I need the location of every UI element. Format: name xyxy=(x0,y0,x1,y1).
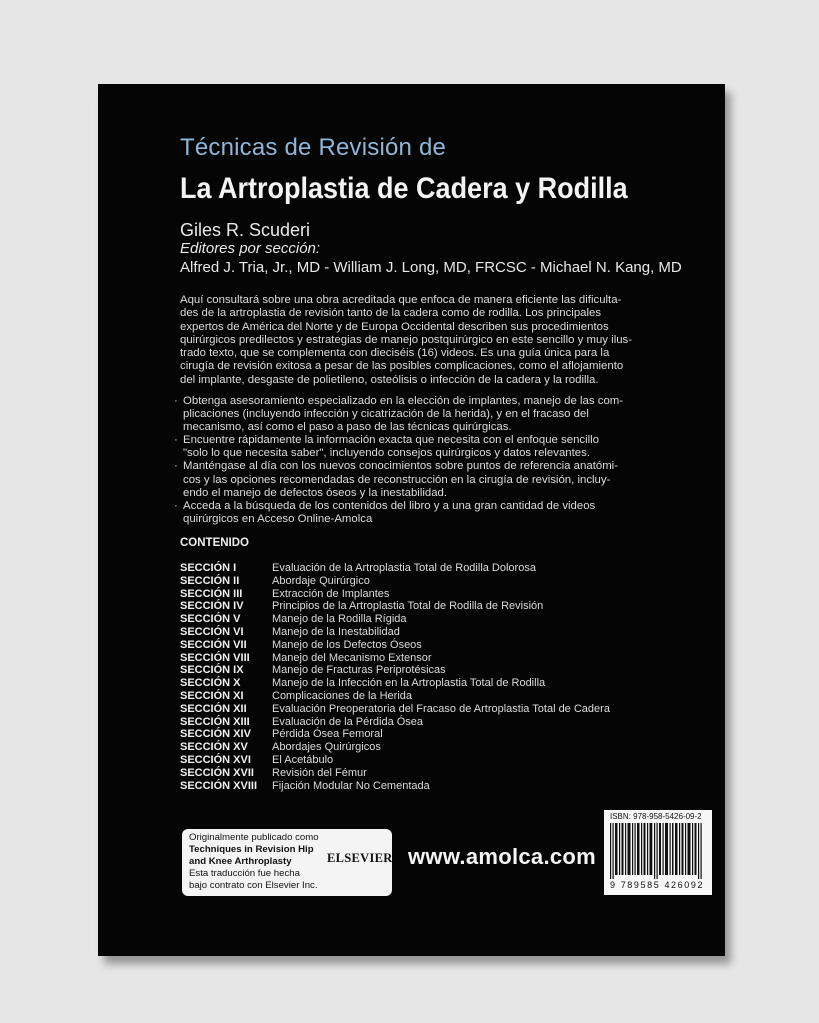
elsevier-logo: ELSEVIER xyxy=(327,851,393,865)
toc-row xyxy=(180,652,700,665)
feature-item: · Manténgase al día con los nuevos conocimientos sobre puntos de referencia anatómi- cos y las opciones recomendadas de reconstrucción en la cirugía de revisión, incluy- endo el manejo de defectos óseos y la inestabilidad. xyxy=(174,460,704,499)
book-back-cover xyxy=(98,84,725,956)
toc-section-number: SECCIÓN XVI xyxy=(180,753,251,766)
toc-section-title: Revisión del Fémur xyxy=(272,766,367,779)
toc-row xyxy=(180,690,700,703)
translation-note-line: bajo contrato con Elsevier Inc. xyxy=(189,880,318,891)
contents-heading: CONTENIDO xyxy=(180,537,249,549)
toc-section-number: SECCIÓN XII xyxy=(180,702,247,715)
toc-section-number: SECCIÓN XVII xyxy=(180,766,254,779)
toc-row xyxy=(180,588,700,601)
toc-row xyxy=(180,626,700,639)
feature-list xyxy=(174,395,704,526)
toc-section-title: Manejo del Mecanismo Extensor xyxy=(272,651,432,664)
toc-row xyxy=(180,780,700,793)
toc-section-title: Pérdida Ósea Femoral xyxy=(272,728,383,741)
toc-row xyxy=(180,575,700,588)
toc-row xyxy=(180,703,700,716)
barcode-number: 9 789585 426092 xyxy=(610,880,705,890)
toc-section-title: Complicaciones de la Herida xyxy=(272,689,413,702)
toc-row xyxy=(180,741,700,754)
book-author: Giles R. Scuderi xyxy=(180,220,311,240)
toc-section-title: Manejo de los Defectos Óseos xyxy=(272,638,422,651)
feature-item: · Obtenga asesoramiento especializado en la elección de implantes, manejo de las com- plicaciones (incluyendo infección y cicatrización de la herida), y en el fracaso del mecanismo, así como el paso a paso de las técnicas quirúrgicas. xyxy=(174,395,704,434)
toc-section-number: SECCIÓN II xyxy=(180,574,240,587)
toc-row xyxy=(180,716,700,729)
book-title: La Artroplastia de Cadera y Rodilla xyxy=(180,172,628,205)
original-title-line: Techniques in Revision Hip xyxy=(189,844,314,855)
toc-section-title: Extracción de Implantes xyxy=(272,587,390,600)
toc-row xyxy=(180,562,700,575)
isbn-text: ISBN: 978-958-5426-09-2 xyxy=(610,812,702,821)
translation-note-line: Esta traducción fue hecha xyxy=(189,868,300,879)
toc-section-title: Evaluación de la Pérdida Ósea xyxy=(272,715,424,728)
toc-section-title: Manejo de la Inestabilidad xyxy=(272,625,400,638)
toc-section-number: SECCIÓN III xyxy=(180,587,243,600)
toc-row xyxy=(180,677,700,690)
publisher-website: www.amolca.com xyxy=(408,844,596,869)
original-edition-box xyxy=(182,829,392,896)
toc-row xyxy=(180,639,700,652)
toc-section-number: SECCIÓN XVIII xyxy=(180,779,258,792)
toc-section-title: Manejo de la Infección en la Artroplastia Total de Rodilla xyxy=(272,677,546,690)
toc-row xyxy=(180,664,700,677)
toc-section-number: SECCIÓN I xyxy=(180,562,237,574)
feature-item: · Acceda a la búsqueda de los contenidos del libro y a una gran cantidad de videos quirúrgicos en Acceso Online-Amolca xyxy=(174,500,704,526)
toc-section-title: Abordaje Quirúrgico xyxy=(272,574,370,587)
toc-section-number: SECCIÓN V xyxy=(180,613,241,626)
toc-row xyxy=(180,600,700,613)
book-description: Aquí consultará sobre una obra acreditada que enfoca de manera eficiente las dificulta- des de la artroplastia de revisión tanto de la cadera como de rodilla. Los principales expertos de América del Norte y de Europa Occidental describen sus procedimientos quirúrgicos predilectos y estrategias de manejo postquirúrgico en este sencillo y muy ilus- trado texto, que se complementa con dieciséis (16) videos. Es una guía única para la cirugía de revisión exitosa a pesar de las posibles complicaciones, como el aflojamiento del implante, desgaste de polietileno, osteólisis o infección de la cadera y la rodilla. xyxy=(180,294,633,386)
toc-section-number: SECCIÓN XV xyxy=(180,741,248,754)
editors-list: Alfred J. Tria, Jr., MD - William J. Long, MD, FRCSC - Michael N. Kang, MD xyxy=(180,259,682,276)
toc-section-title: El Acetábulo xyxy=(272,753,334,766)
toc-section-title: Principios de la Artroplastia Total de Rodilla de Revisión xyxy=(272,600,544,613)
toc-row xyxy=(180,767,700,780)
toc-section-title: Evaluación de la Artroplastia Total de Rodilla Dolorosa xyxy=(272,562,536,574)
toc-row xyxy=(180,613,700,626)
toc-section-title: Manejo de Fracturas Periprotésicas xyxy=(272,664,446,677)
toc-row xyxy=(180,754,700,767)
toc-section-title: Manejo de la Rodilla Rígida xyxy=(272,613,407,626)
toc-section-number: SECCIÓN IX xyxy=(180,664,244,677)
toc-section-number: SECCIÓN XIII xyxy=(180,715,250,728)
toc-section-title: Abordajes Quirúrgicos xyxy=(272,741,381,754)
toc-section-number: SECCIÓN VI xyxy=(180,625,244,638)
original-edition-line: Originalmente publicado como xyxy=(189,832,319,843)
toc-section-title: Evaluación Preoperatoria del Fracaso de Artroplastia Total de Cadera xyxy=(272,702,610,715)
toc-section-number: SECCIÓN XI xyxy=(180,689,244,702)
toc-section-number: SECCIÓN X xyxy=(180,677,241,690)
toc-section-title: Fijación Modular No Cementada xyxy=(272,779,430,792)
book-subtitle: Técnicas de Revisión de xyxy=(180,134,447,161)
feature-item: · Encuentre rápidamente la información exacta que necesita con el enfoque sencillo "solo lo que necesita saber", incluyendo consejos quirúrgicos y datos relevantes. xyxy=(174,434,704,460)
toc-section-number: SECCIÓN IV xyxy=(180,600,244,613)
toc-section-number: SECCIÓN VIII xyxy=(180,651,250,664)
isbn-barcode-box xyxy=(604,810,712,895)
toc-row xyxy=(180,728,700,741)
toc-section-number: SECCIÓN XIV xyxy=(180,728,251,741)
barcode-icon xyxy=(608,823,708,879)
toc-section-number: SECCIÓN VII xyxy=(180,638,247,651)
original-title-line: and Knee Arthroplasty xyxy=(189,856,292,867)
editors-label: Editores por sección: xyxy=(180,240,321,257)
table-of-contents xyxy=(180,562,700,792)
